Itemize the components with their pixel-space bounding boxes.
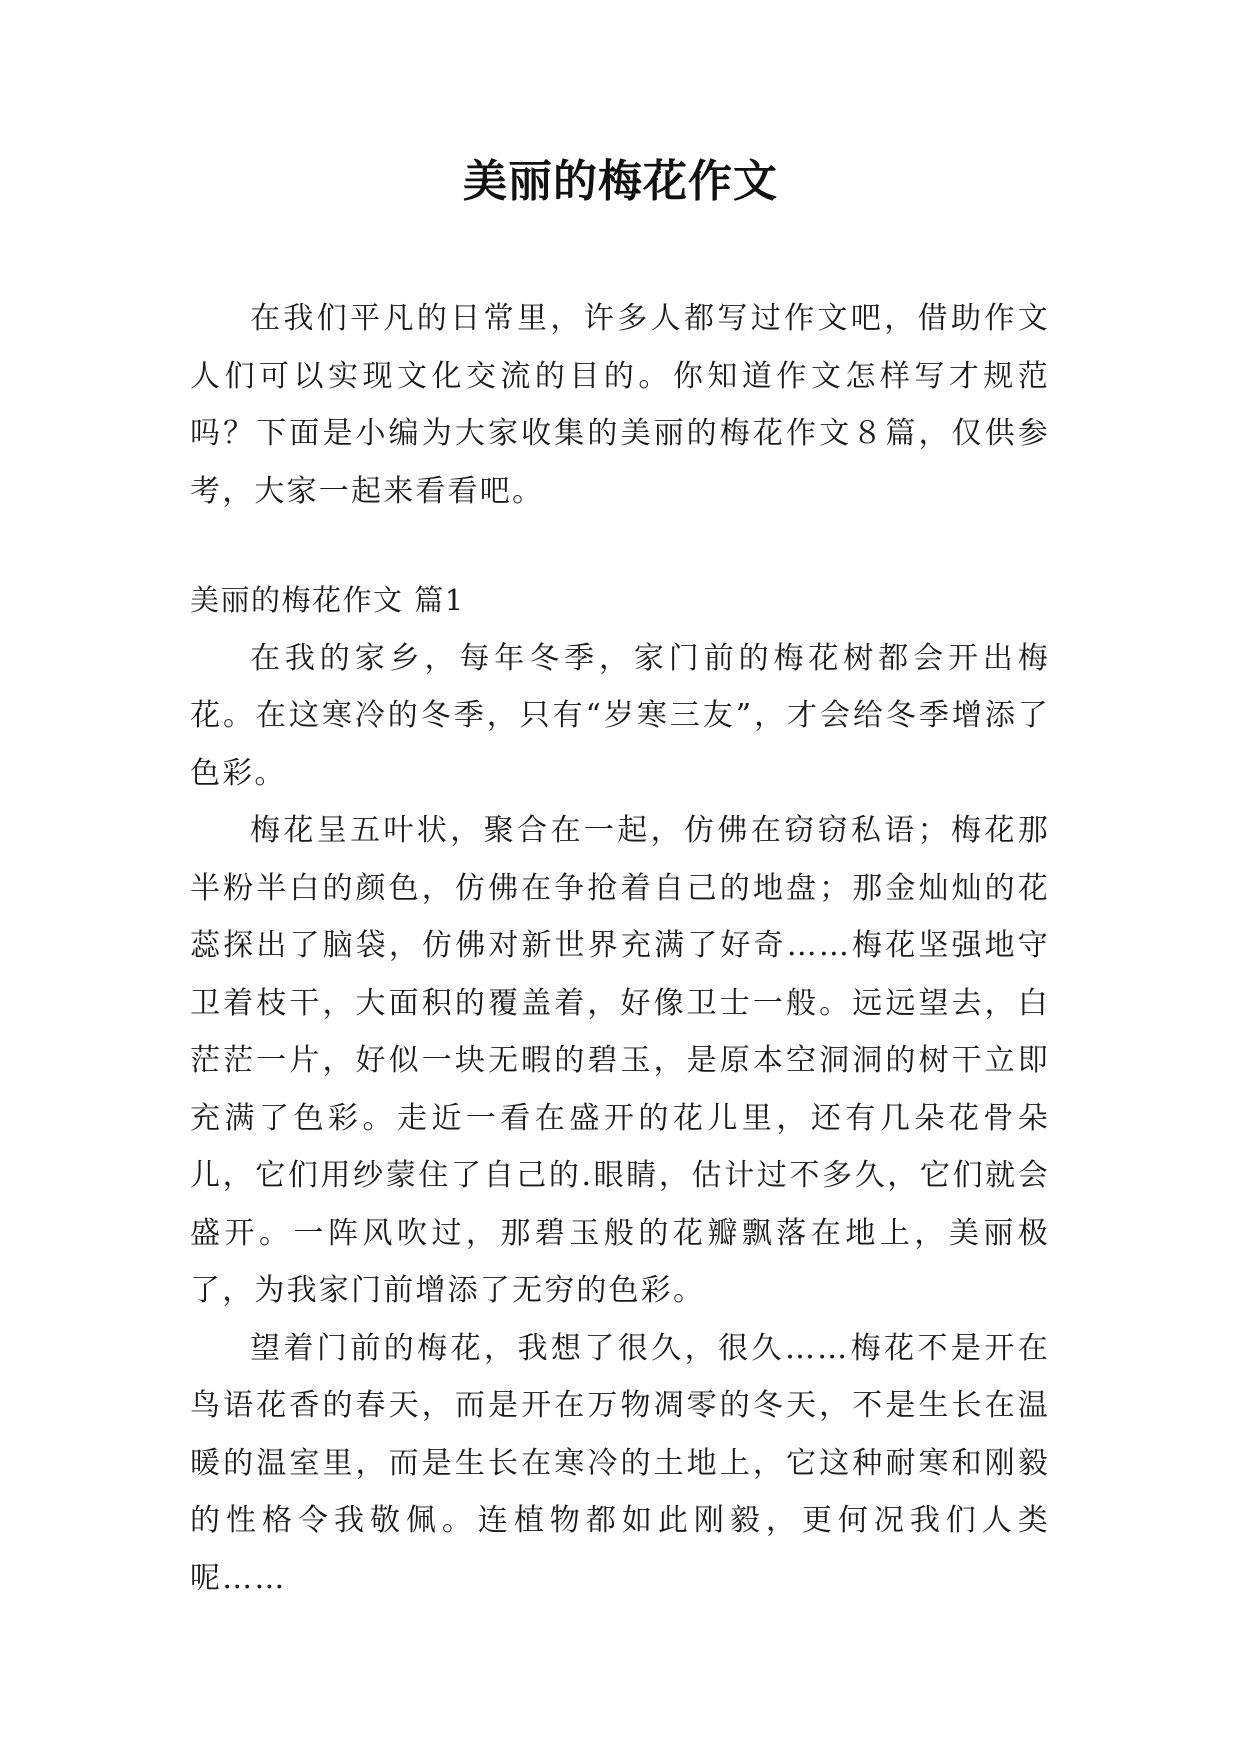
document-title: 美丽的梅花作文 — [463, 156, 778, 207]
spacer — [190, 520, 1050, 572]
document-body — [190, 290, 1050, 1607]
body-paragraph-2: 梅花呈五叶状，聚合在一起，仿佛在窃窃私语；梅花那半粉半白的颜色，仿佛在争抢着自己的地盘；那金灿灿的花蕊探出了脑袋，仿佛对新世界充满了好奇……梅花坚强地守卫着枝干，大面积的覆盖着，好像卫士一般。远远望去，白茫茫一片，好似一块无暇的碧玉，是原本空洞洞的树干立即充满了色彩。走近一看在盛开的花儿里，还有几朵花骨朵儿，它们用纱蒙住了自己的.眼睛，估计过不多久，它们就会盛开。一阵风吹过，那碧玉般的花瓣飘落在地上，美丽极了，为我家门前增添了无穷的色彩。 — [190, 813, 1050, 1308]
body-paragraph-1: 在我的家乡，每年冬季，家门前的梅花树都会开出梅花。在这寒冷的冬季，只有“岁寒三友”，才会给冬季增添了色彩。 — [190, 640, 1050, 791]
section-heading: 美丽的梅花作文 篇1 — [190, 583, 465, 617]
body-paragraph-3: 望着门前的梅花，我想了很久，很久……梅花不是开在鸟语花香的春天，而是开在万物凋零的冬天，不是生长在温暖的温室里，而是生长在寒冷的土地上，它这种耐寒和刚毅的性格令我敬佩。连植物都如此刚毅，更何况我们人类呢…… — [190, 1330, 1050, 1596]
intro-paragraph: 在我们平凡的日常里，许多人都写过作文吧，借助作文人们可以实现文化交流的目的。你知道作文怎样写才规范吗？下面是小编为大家收集的美丽的梅花作文８篇，仅供参考，大家一起来看看吧。 — [190, 301, 1050, 509]
